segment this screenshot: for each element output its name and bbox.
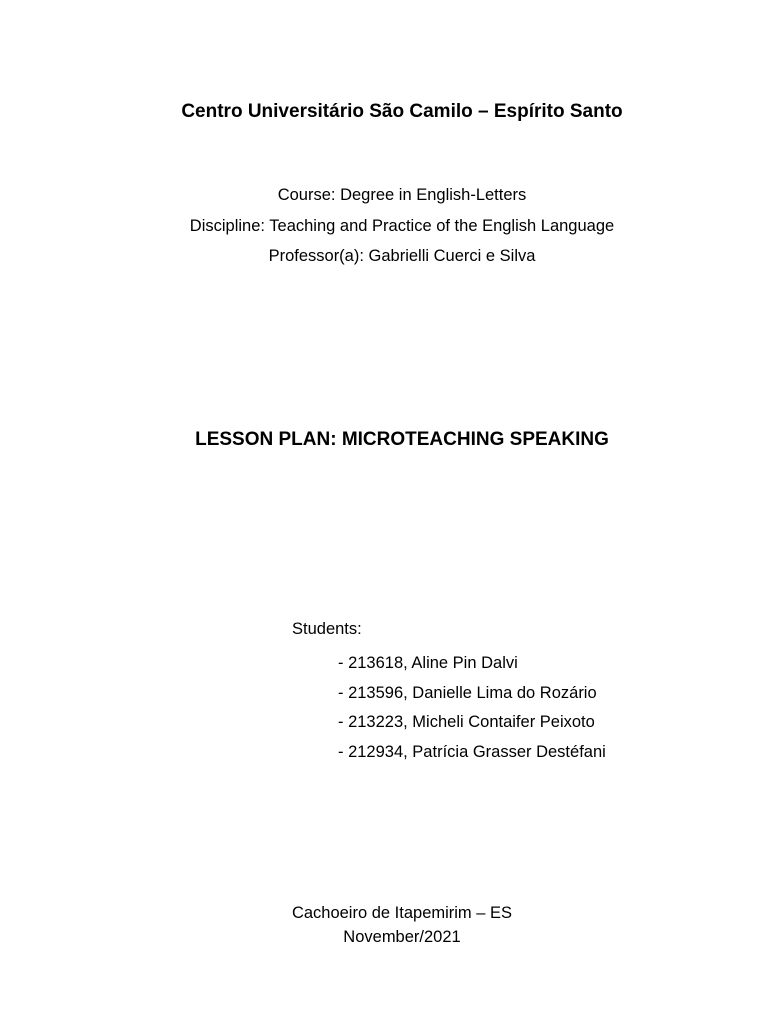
footer (18, 901, 768, 949)
student-item: - 212934, Patrícia Grasser Destéfani (338, 742, 606, 761)
course-line: Course: Degree in English-Letters (277, 186, 527, 204)
student-item: - 213596, Danielle Lima do Rozário (338, 683, 597, 702)
course-info (18, 180, 768, 272)
discipline-line: Discipline: Teaching and Practice of the English Language (189, 216, 615, 235)
professor-line: Professor(a): Gabrielli Cuerci e Silva (268, 247, 536, 265)
students-list (338, 649, 606, 767)
document-title: LESSON PLAN: MICROTEACHING SPEAKING (195, 429, 609, 450)
student-item: - 213618, Aline Pin Dalvi (338, 654, 518, 672)
students-label: Students: (292, 620, 362, 638)
footer-date: November/2021 (343, 928, 461, 946)
institution-name: Centro Universitário São Camilo – Espírito Santo (181, 101, 623, 122)
student-item: - 213223, Micheli Contaifer Peixoto (338, 713, 595, 731)
footer-city: Cachoeiro de Itapemirim – ES (291, 904, 513, 922)
